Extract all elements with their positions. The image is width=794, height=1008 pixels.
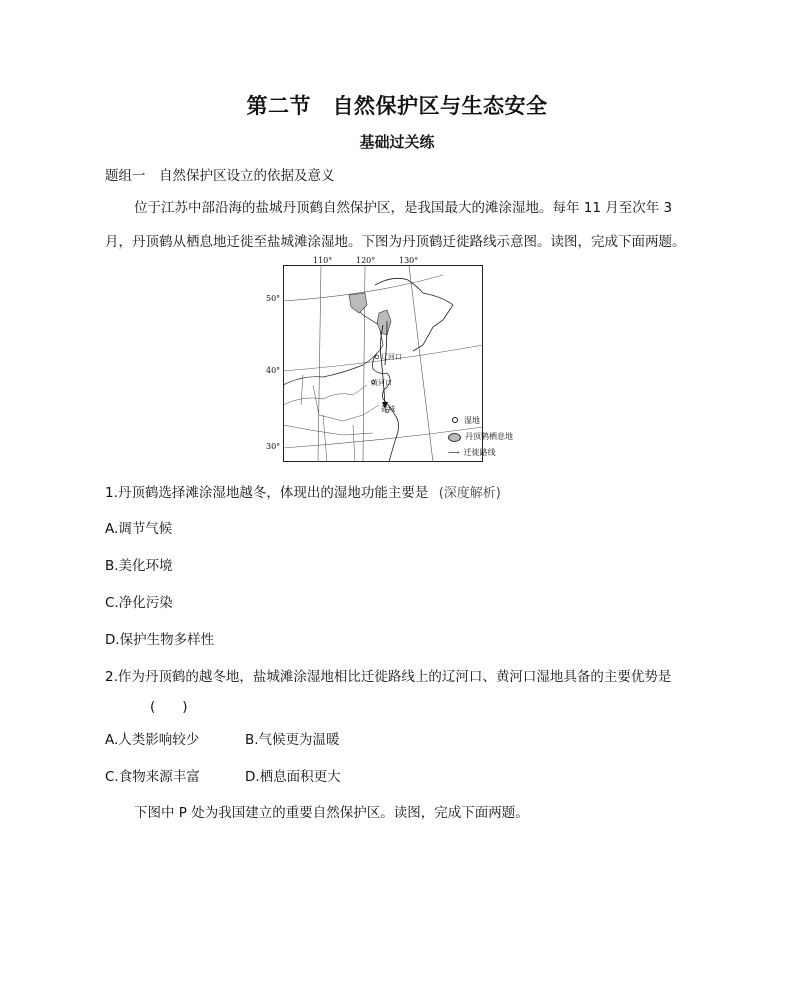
lon-label-130-top: 130° [399,256,419,265]
lon-label-120-top: 120° [356,256,376,265]
lat-label-30: 30° [266,442,281,451]
legend-wetland: 湿地 [448,415,480,427]
place-huanghekou: 黄河口 [371,379,392,387]
q2-option-c[interactable]: C.食物来源丰富 [105,769,200,785]
habitat-symbol-icon [448,433,461,442]
lat-label-50: 50° [266,294,281,303]
question-group-heading: 题组一 自然保护区设立的依据及意义 [105,168,335,184]
q2-option-b[interactable]: B.气候更为温暖 [245,732,340,748]
intro-paragraph-line1: 位于江苏中部沿海的盐城丹顶鹤自然保护区，是我国最大的滩涂湿地。每年 11 月至次年 3 [134,200,673,216]
section-subtitle: 基础过关练 [359,133,435,151]
question-1-stem: 1.丹顶鹤选择滩涂湿地越冬，体现出的湿地功能主要是 [105,485,429,501]
legend-habitat: 丹顶鹤栖息地 [448,431,513,443]
question-1 [105,481,501,501]
q1-option-c[interactable]: C.净化污染 [105,595,173,611]
q1-option-d[interactable]: D.保护生物多样性 [105,632,215,648]
place-liaohekou: 辽河口 [381,353,402,361]
map-legend [448,412,558,462]
analysis-tag: (深度解析) [438,486,501,501]
page-title: 第二节 自然保护区与生态安全 [246,94,548,118]
intro-paragraph-line2: 月，丹顶鹤从栖息地迁徙至盐城滩涂湿地。下图为丹顶鹤迁徙路线示意图。读图，完成下面两题。 [105,234,686,250]
place-yancheng: 盐城 [381,405,395,413]
q2-option-d[interactable]: D.栖息面积更大 [245,769,341,785]
q1-option-a[interactable]: A.调节气候 [105,521,173,537]
lat-label-40: 40° [266,366,281,375]
legend-route: ⟶ 迁徙路线 [448,448,496,457]
wetland-symbol-icon [452,417,458,423]
lon-label-110-top: 110° [313,256,333,265]
question-2-answer-blank: ( ) [150,699,188,715]
question-2-stem: 2.作为丹顶鹤的越冬地，盐城滩涂湿地相比迁徙路线上的辽河口、黄河口湿地具备的主要优势是 [105,669,672,685]
next-section-intro: 下图中 P 处为我国建立的重要自然保护区。读图，完成下面两题。 [134,805,529,821]
wetland-liaohekou [375,355,379,359]
route-arrow-icon: ⟶ [448,448,460,457]
q1-option-b[interactable]: B.美化环境 [105,558,173,574]
q2-option-a[interactable]: A.人类影响较少 [105,732,200,748]
